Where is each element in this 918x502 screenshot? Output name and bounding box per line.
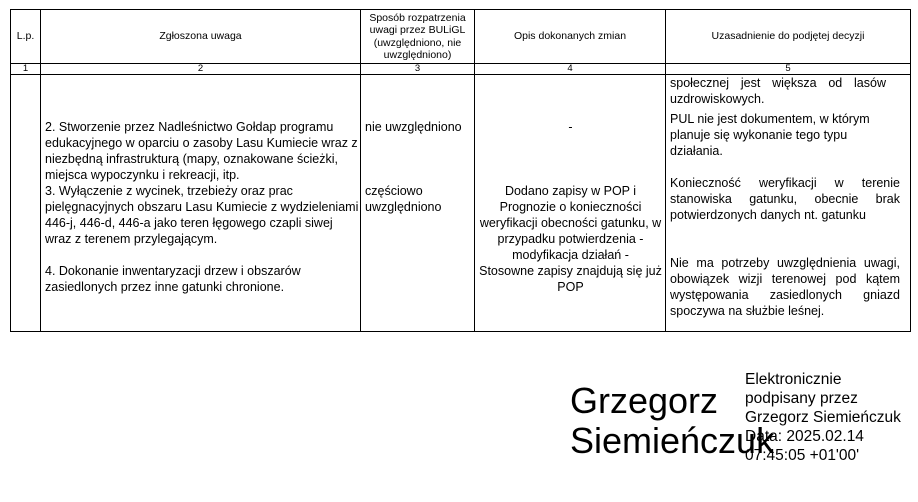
signature-info-line: Grzegorz Siemieńczuk: [745, 409, 901, 426]
signature-info-line: 07:45:05 +01'00': [745, 447, 860, 464]
remark-item-4: 4. Dokonanie inwentaryzacji drzew i obszarów zasiedlonych przez inne gatunki chronione.: [45, 264, 301, 294]
column-number: 2: [41, 64, 361, 75]
header-row: [11, 10, 911, 64]
resolution-cell: [361, 75, 475, 332]
justification-text-3: Nie ma potrzeby uwzględnienia uwagi, obowiązek wizji terenowej pod kątem występowania zasiedlonych gniazd spoczywa na służbie leśnej.: [670, 256, 900, 318]
header-lp: L.p.: [11, 10, 41, 64]
header-justification: Uzasadnienie do podjętej decyzji: [666, 10, 911, 64]
remarks-table: [10, 9, 911, 332]
signature-info-line: podpisany przez: [745, 390, 858, 407]
remark-item-2: 2. Stworzenie przez Nadleśnictwo Gołdap programu edukacyjnego w oparciu o zasoby Lasu Kumiecie wraz z niezbędną infrastrukturą (mapy, oznakowane ścieżki, miejsca wypoczynku i rekreacji, itp.: [45, 120, 358, 182]
resolution-status-1: nie uwzględniono: [365, 120, 462, 134]
justification-cell: [666, 75, 911, 332]
justification-text-0: społecznej jest większa od lasów uzdrowiskowych.: [670, 76, 886, 106]
header-resolution: Sposób rozpatrzenia uwagi przez BULiGL (uwzględniono, nie uwzględniono): [361, 10, 475, 64]
signature-first-name: Grzegorz: [570, 380, 719, 421]
signature-details: [745, 370, 901, 465]
signature-info-line: Data: 2025.02.14: [745, 428, 864, 445]
justification-text-2: Konieczność weryfikacji w terenie stanowiska gatunku, obecnie brak potwierdzonych danych nt. gatunku: [670, 176, 900, 222]
lp-cell: [11, 75, 41, 332]
signature-name: [570, 381, 774, 461]
justification-text-1: PUL nie jest dokumentem, w którym planuje się wykonanie tego typu działania.: [670, 112, 870, 158]
header-changes: Opis dokonanych zmian: [475, 10, 666, 64]
header-remark: Zgłoszona uwaga: [41, 10, 361, 64]
resolution-status-2: częściowo uwzględniono: [365, 184, 442, 214]
column-number: 1: [11, 64, 41, 75]
column-number: 5: [666, 64, 911, 75]
changes-text-3: Stosowne zapisy znajdują się już POP: [479, 264, 662, 294]
signature-info-line: Elektronicznie: [745, 371, 842, 388]
column-number: 3: [361, 64, 475, 75]
changes-text-1: -: [568, 120, 573, 134]
column-number: 4: [475, 64, 666, 75]
changes-text-2: Dodano zapisy w POP i Prognozie o konieczności weryfikacji obecności gatunku, w przypadku potwierdzenia - modyfikacja działań -: [479, 184, 662, 262]
changes-cell: [475, 75, 666, 332]
column-number-row: [11, 64, 911, 75]
remark-cell: [41, 75, 361, 332]
signature-last-name: Siemieńczuk: [570, 420, 775, 461]
remark-item-3: 3. Wyłączenie z wycinek, trzebieży oraz prac pielęgnacyjnych obszaru Lasu Kumiecie z wydzieleniami 446-j, 446-d, 446-a jako teren łęgowego czapli siwej wraz z terenem przylegającym.: [45, 184, 359, 246]
table-row: [11, 75, 911, 332]
